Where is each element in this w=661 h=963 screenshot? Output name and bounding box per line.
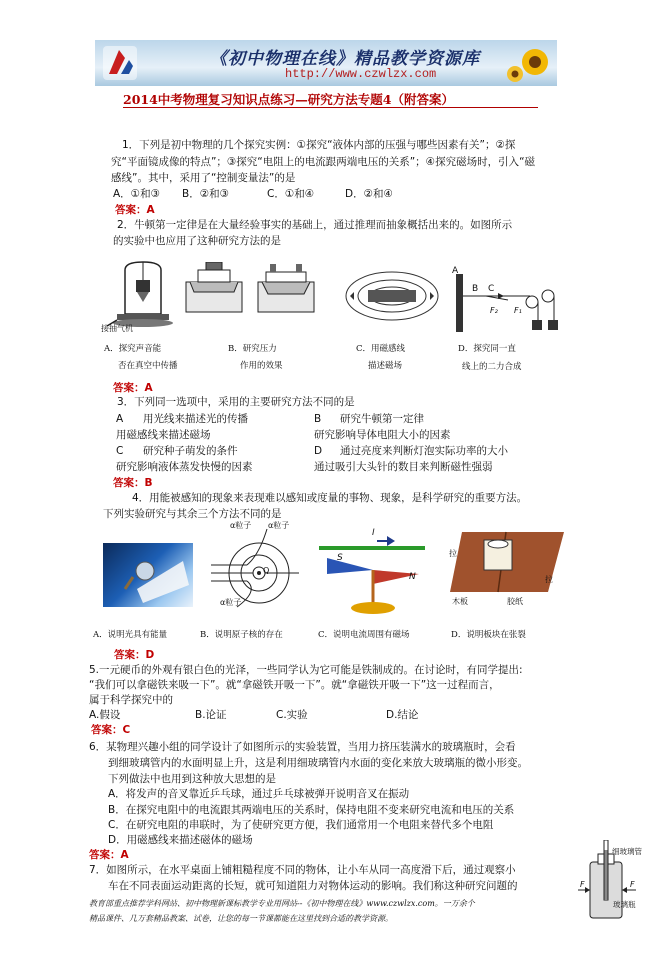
q5-option-c: C.实验 xyxy=(276,709,308,721)
q3-d1: 通过亮度来判断灯泡实际功率的大小 xyxy=(340,445,508,457)
q4-label-n: N xyxy=(409,572,416,582)
q4-fig-light-photo xyxy=(103,543,193,607)
q6-answer: 答案：A xyxy=(89,849,129,861)
q2-answer: 答案：A xyxy=(113,382,153,394)
footer-line2: 精品课件、几万套精品教案、试卷，让您的每一节课都能在这里找到合适的教学资源。 xyxy=(89,914,393,923)
q4-answer: 答案：D xyxy=(114,649,155,661)
footer-line1: 教育部重点推荐学科网站、初中物理新课标教学专业用网站--《初中物理在线》www.czwlzx.com。一万余个 xyxy=(89,899,475,908)
q3-stem: 3．下列同一选项中，采用的主要研究方法不同的是 xyxy=(117,396,355,408)
q2-caption-b1: B．研究压力 xyxy=(228,344,277,354)
q5-option-b: B.论证 xyxy=(195,709,227,721)
q4-line2: 下列实验研究与其余三个方法不同的是 xyxy=(103,508,282,520)
q5-line3: 属于科学探究中的 xyxy=(89,694,173,706)
q1-line1: 1．下列是初中物理的几个探究实例：①探究“液体内部的压强与哪些因素有关”；②探 xyxy=(122,139,516,151)
q5-answer: 答案：C xyxy=(91,724,131,736)
q5-line2: “我们可以拿磁铁来吸一下”。就“拿磁铁开吸一下”。就“拿磁铁开吸一下”这一过程而言， xyxy=(89,679,500,691)
banner-title: 《初中物理在线》精品教学资源库 xyxy=(210,49,480,69)
q4-label-q: Q xyxy=(263,566,270,575)
q3-b1: 研究牛顿第一定律 xyxy=(340,413,424,425)
q4-caption-b: B．说明原子核的存在 xyxy=(200,630,283,640)
q4-label-alpha2: α粒子 xyxy=(268,521,290,530)
q6-label-tube: 细玻璃管 xyxy=(612,847,642,856)
q3-c-label: C xyxy=(116,445,124,457)
q3-answer: 答案：B xyxy=(113,477,153,489)
q3-d2: 通过吸引大头针的数目来判断磁性强弱 xyxy=(314,461,493,473)
q6-label-bottle: 玻璃瓶 xyxy=(613,900,636,909)
q2-fig-magnetic-lines xyxy=(342,268,442,324)
q2-label-pump: 接抽气机 xyxy=(101,324,133,333)
q2-line2: 的实验中也应用了这种研究方法的是 xyxy=(113,235,281,247)
page-title: 2014中考物理复习知识点练习—研究方法专题4（附答案） xyxy=(123,92,454,107)
q6-line1: 6．某物理兴趣小组的同学设计了如图所示的实验装置，当用力挤压装满水的玻璃瓶时，会看 xyxy=(89,741,516,753)
q5-line1: 5.一元硬币的外观有银白色的光泽，一些同学认为它可能是铁制成的。在讨论时，有同学提出: xyxy=(89,664,523,676)
q3-a1: 用光线来描述光的传播 xyxy=(143,413,248,425)
q2-label-f1: F₁ xyxy=(514,306,522,315)
banner-url[interactable]: http://www.czwlzx.com xyxy=(285,67,437,81)
q2-label-b: B xyxy=(472,284,479,294)
q7-line2: 车在不同表面运动距离的长短，就可知道阻力对物体运动的影响。我们称这种研究问题的 xyxy=(108,880,518,892)
q4-label-pull1: 拉 xyxy=(449,549,457,558)
q3-b2: 研究影响导体电阻大小的因素 xyxy=(314,429,451,441)
q4-label-s: S xyxy=(337,553,343,563)
q6-label-f-left: F xyxy=(580,880,585,889)
q7-line1: 7．如图所示，在水平桌面上铺粗糙程度不同的物体，让小车从同一高度滑下后，通过观察小 xyxy=(89,864,516,876)
q1-option-b: B．②和③ xyxy=(182,188,230,200)
q1-option-c: C．①和④ xyxy=(267,188,315,200)
q4-label-i: I xyxy=(372,528,375,538)
q6-line2: 到细玻璃管内的水面明显上升，这是利用细玻璃管内水面的变化来放大玻璃瓶的微小形变。 xyxy=(108,757,528,769)
title-underline xyxy=(123,107,538,108)
q3-c1: 研究种子萌发的条件 xyxy=(143,445,238,457)
q2-caption-d2: 线上的二力合成 xyxy=(462,362,522,372)
q4-label-paper: 胶纸 xyxy=(507,597,523,606)
q2-caption-c2: 描述磁场 xyxy=(368,361,403,371)
q2-fig-pressure xyxy=(180,262,325,322)
q2-label-f2: F₂ xyxy=(490,306,498,315)
q4-label-board: 木板 xyxy=(452,597,468,606)
q1-line3: 感线”。其中，采用了“控制变量法”的是 xyxy=(111,172,296,184)
q2-caption-d1: D．探究同一直 xyxy=(458,344,516,354)
q4-caption-d: D．说明板块在张裂 xyxy=(451,630,526,640)
q6-label-f-right: F xyxy=(630,880,635,889)
q2-line1: 2．牛顿第一定律是在大量经验事实的基础上，通过推理而抽象概括出来的。如图所示 xyxy=(117,219,513,231)
q3-b-label: B xyxy=(314,413,322,425)
q2-label-c: C xyxy=(488,284,495,294)
q5-option-a: A.假设 xyxy=(89,709,121,721)
q4-label-alpha1: α粒子 xyxy=(230,521,252,530)
q3-d-label: D xyxy=(314,445,323,457)
q1-option-a: A．①和③ xyxy=(113,188,161,200)
q4-fig-plates xyxy=(448,530,568,600)
q3-a-label: A xyxy=(116,413,124,425)
q4-line1: 4．用能被感知的现象来表现难以感知或度量的事物、现象，是科学研究的重要方法。 xyxy=(132,492,528,504)
q1-option-d: D．②和④ xyxy=(345,188,393,200)
q1-line2: 究“平面镜成像的特点”；③探究“电阻上的电流跟两端电压的关系”；④探究磁场时，引入“磁 xyxy=(111,156,536,168)
q6-option-d: D．用磁感线来描述磁体的磁场 xyxy=(108,834,253,846)
q2-caption-a2: 否在真空中传播 xyxy=(118,361,178,371)
q4-label-pull2: 拉 xyxy=(545,575,553,584)
q3-a2: 用磁感线来描述磁场 xyxy=(116,429,211,441)
q4-caption-c: C．说明电流周围有磁场 xyxy=(318,630,410,640)
q2-label-a: A xyxy=(452,266,459,276)
q6-option-c: C．在研究电阻的串联时，为了使研究更方便，我们通常用一个电阻来替代多个电阻 xyxy=(108,819,494,831)
q4-caption-a: A．说明光具有能量 xyxy=(93,630,168,640)
q1-answer: 答案：A xyxy=(115,204,155,216)
q2-caption-b2: 作用的效果 xyxy=(240,361,283,371)
q2-caption-c1: C．用磁感线 xyxy=(356,344,406,354)
q6-option-a: A．将发声的音叉靠近乒乓球，通过乒乓球被弹开说明音叉在振动 xyxy=(108,788,410,800)
q4-label-alpha3: α粒子 xyxy=(220,598,242,607)
q3-c2: 研究影响液体蒸发快慢的因素 xyxy=(116,461,253,473)
q2-caption-a1: A．探究声音能 xyxy=(104,344,162,354)
header-banner xyxy=(95,40,557,86)
q6-line3: 下列做法中也用到这种放大思想的是 xyxy=(108,773,276,785)
q2-fig-forces xyxy=(448,266,568,336)
q5-option-d: D.结论 xyxy=(386,709,419,721)
q6-option-b: B．在探究电阻中的电流跟其两端电压的关系时，保持电阻不变来研究电流和电压的关系 xyxy=(108,804,515,816)
